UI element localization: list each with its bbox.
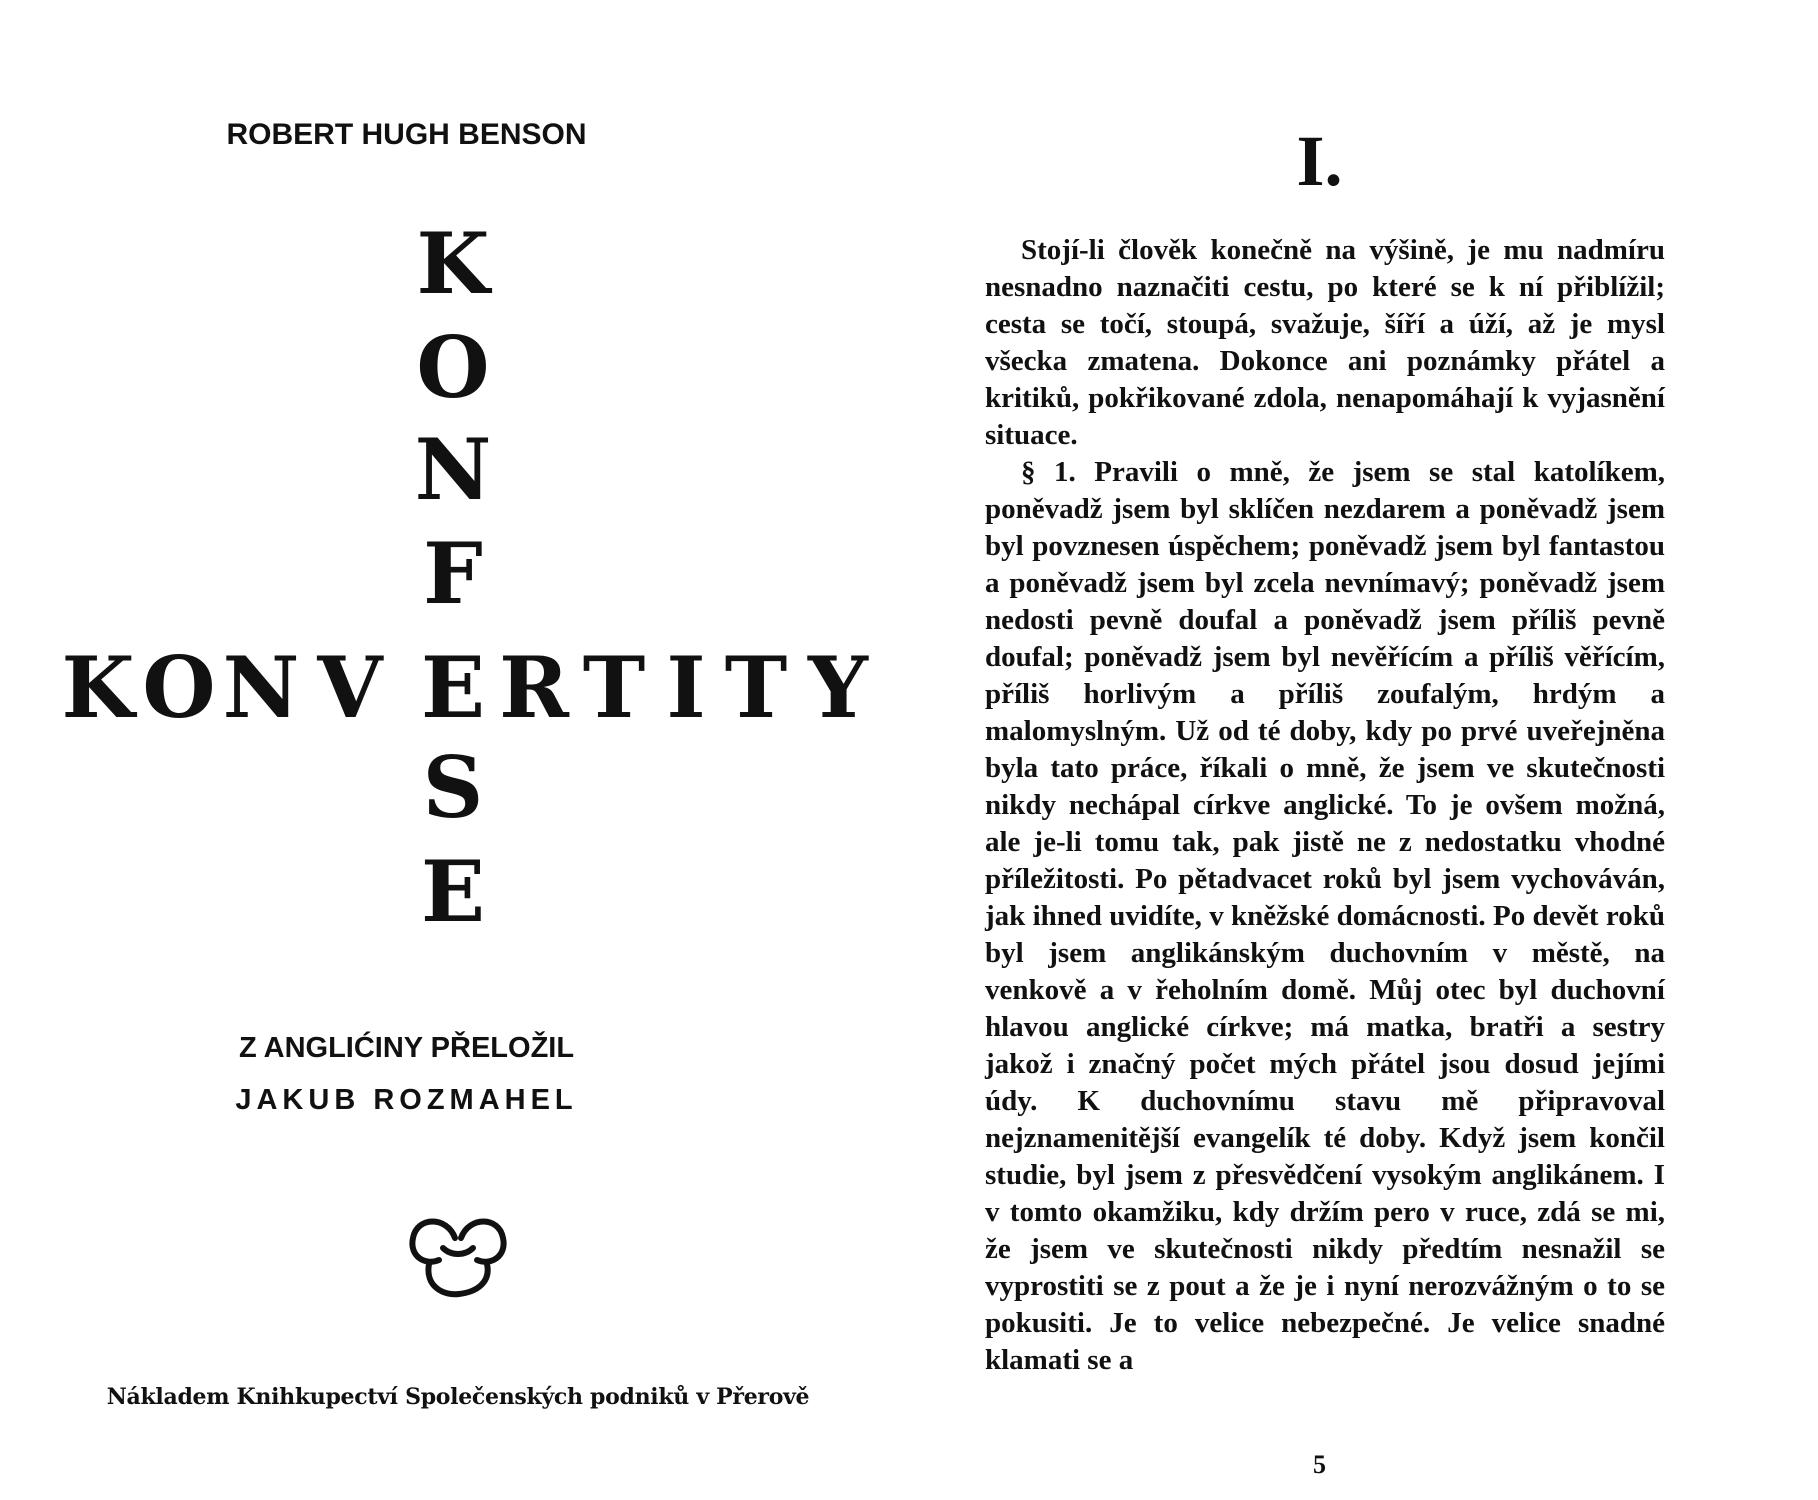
title-horizontal-letter: T — [582, 638, 646, 737]
chapter-body — [985, 232, 1665, 1379]
title-horizontal-letter: Y — [808, 638, 868, 737]
trefoil-ornament-icon — [403, 1208, 513, 1298]
title-vertical-letter: E — [420, 842, 486, 941]
title-horizontal-letter: E — [420, 638, 486, 737]
author-name: ROBERT HUGH BENSON — [226, 118, 587, 151]
translator-name: JAKUB ROZMAHEL — [235, 1084, 578, 1116]
chapter-number: I. — [1296, 121, 1343, 201]
title-horizontal-letter: N — [222, 638, 300, 737]
title-horizontal-letter: R — [499, 638, 569, 737]
page-number: 5 — [1313, 1450, 1326, 1479]
title-vertical-letter: S — [422, 738, 484, 837]
translator-credit: Z ANGLIĆINY PŘELOŽIL — [238, 1032, 575, 1064]
title-vertical-letter: F — [423, 524, 483, 623]
title-horizontal-letter: V — [317, 638, 383, 737]
title-horizontal-letter: I — [666, 638, 706, 737]
title-horizontal-letter: O — [142, 638, 216, 737]
title-horizontal-letter: T — [724, 638, 788, 737]
title-vertical-letter: K — [416, 214, 490, 313]
title-horizontal-word — [58, 638, 868, 737]
paragraph: Stojí-li člověk konečně na výšině, je mu nadmíru nesnadno naznačiti cestu, po které se k ní přiblížil; cesta se točí, stoupá, svažuje, šíří a úží, až je mysl všecka zmatena. Dokonce ani poznámky přátel a kritiků, pokřikované zdola, nenapomáhají k vyjasnění situace. — [985, 234, 1665, 451]
paragraph: § 1. Pravili o mně, že jsem se stal katolíkem, poněvadž jsem byl sklíčen nezdarem a poněvadž jsem byl povznesen úspěchem; poněvadž jsem byl fantastou a poněvadž jsem byl zcela nevnímavý; poněvadž jsem nedosti pevně doufal a poněvadž jsem příliš pevně doufal; poněvadž jsem byl nevěřícím a příliš věřícím, příliš horlivým a příliš zoufalým, hrdým a malomyslným. Už od té doby, kdy po prvé uveřejněna byla tato práce, říkali o mně, že jsem ve skutečnosti nikdy nechápal církve anglické. To je ovšem možná, ale je-li tomu tak, pak jistě ne z nedostatku vhodné příležitosti. Po pětadvacet roků byl jsem vychováván, jak ihned uvidíte, v kněžské domácnosti. Po devět roků byl jsem anglikánským duchovním v městě, na venkově a v řeholním domě. Můj otec byl duchovní hlavou anglické církve; má matka, bratři a sestry jakož i značný počet mých přátel jsou dosud jejími údy. K duchovnímu stavu mě připravoval nejznamenitější evangelík té doby. Když jsem končil studie, byl jsem z přesvědčení vysokým anglikánem. I v tomto okamžiku, kdy držím pero v ruce, zdá se mi, že jsem ve skutečnosti nikdy předtím nesnažil se vyprostiti se z pout a že je i nyní nerozvážným o to se pokusiti. Je to velice nebezpečné. Je velice snadné klamati se a — [985, 456, 1665, 1376]
title-horizontal-letter: K — [61, 638, 135, 737]
publisher-imprint: Nákladem Knihkupectví Společenských podniků v Přerově — [106, 1384, 810, 1410]
title-vertical-letter: O — [416, 318, 490, 417]
right-page — [909, 0, 1818, 1500]
title-vertical-letter: N — [414, 420, 492, 519]
